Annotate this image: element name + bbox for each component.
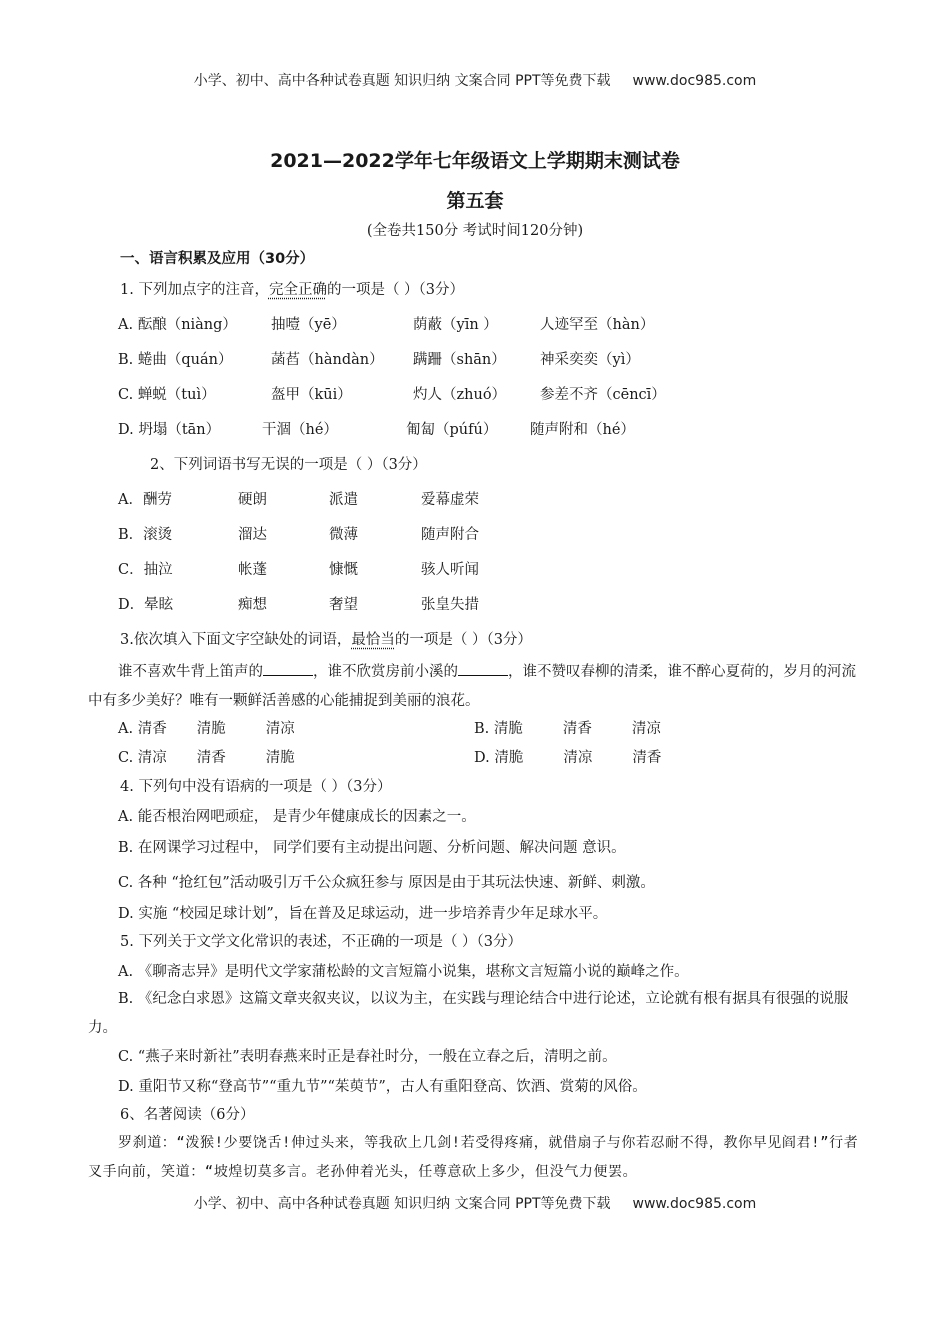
section-heading: 一、语言积累及应用（30分） [120,251,315,267]
q2-option-d-3: 奢望 [329,597,358,613]
question-1-stem: 1. 下列加点字的注音，完全正确的一项是（ ）（3分） [120,282,465,298]
header-site-link[interactable]: www.doc985.com [632,73,757,89]
question-3-stem: 3.依次填入下面文字空缺处的词语，最恰当的一项是（ ）（3分） [120,632,532,648]
q2-option-b-3: 微薄 [329,527,358,543]
q4-option-a: A. 能否根治网吧顽症， 是青少年健康成长的因素之一。 [118,809,476,825]
q3-option-b: B. 清脆 清香 清凉 [474,721,661,737]
q3-option-d: D. 清脆 清凉 清香 [474,750,662,766]
q1-option-b-4: 神采奕奕（yì） [540,352,640,368]
q2-option-c-4: 骇人听闻 [421,562,479,578]
q2-option-d-4: 张皇失措 [421,597,479,613]
q1-option-d-1: D. 坍塌（tān） [118,422,221,438]
q2-option-b-1: B．滚烫 [118,527,173,543]
q2-option-a-2: 硬朗 [238,492,267,508]
q5-option-c: C. “燕子来时新社”表明春燕来时正是春社时分，一般在立春之后，清明之前。 [118,1049,617,1065]
q1-option-c-4: 参差不齐（cēncī） [540,387,666,403]
exam-note: (全卷共150分 考试时间120分钟) [366,223,584,239]
q1-option-a-2: 抽噎（yē） [271,317,346,333]
emphasis-text: 完全正确 [268,282,327,298]
q4-option-d: D. 实施 “校园足球计划”，旨在普及足球运动，进一步培养青少年足球水平。 [118,906,608,922]
page-footer [0,1193,950,1213]
q2-option-d-2: 痴想 [238,597,267,613]
q3-option-a: A. 清香 清脆 清凉 [118,721,295,737]
q1-option-d-4: 随声附和（hé） [530,422,635,438]
q5-option-b: B. 《纪念白求恩》这篇文章夹叙夹议，以议为主，在实践与理论结合中进行论述，立论就有根有据具有很强的说服力。 [88,991,849,1036]
question-6-stem: 6、名著阅读（6分） [120,1107,255,1123]
page-header [0,70,950,90]
q2-option-d-1: D．晕眩 [118,597,174,613]
q2-option-c-3: 慷慨 [329,562,358,578]
question-3-passage: 谁不喜欢牛背上笛声的 ，谁不欣赏房前小溪的 ，谁不赞叹春柳的清柔，谁不醉心夏荷的，岁月的河流中有多少美好？唯有一颗鲜活善感的心能捕捉到美丽的浪花。 [88,658,864,716]
q1-option-a-3: 荫蔽（yīn ） [413,317,498,333]
fill-blank[interactable] [263,661,313,676]
fill-blank[interactable] [458,661,508,676]
q2-option-a-4: 爱幕虚荣 [421,492,479,508]
q2-option-a-3: 派遣 [329,492,358,508]
q1-option-d-2: 干涸（hé） [262,422,338,438]
q1-option-d-3: 匍匐（púfú） [406,422,498,438]
q1-option-b-3: 蹒跚（shān） [413,352,506,368]
emphasis-text: 最恰当 [351,632,395,648]
exam-title: 2021—2022学年七年级语文上学期期末测试卷 [270,150,680,172]
q4-option-c: C. 各种 “抢红包”活动吸引万千公众疯狂参与 原因是由于其玩法快速、新鲜、刺激。 [118,875,655,891]
question-5-stem: 5. 下列关于文学文化常识的表述，不正确的一项是（ ）（3分） [120,934,523,950]
footer-text: 小学、初中、高中各种试卷真题 知识归纳 文案合同 PPT等免费下载 [193,1196,611,1212]
header-text: 小学、初中、高中各种试卷真题 知识归纳 文案合同 PPT等免费下载 [193,73,611,89]
q1-option-b-2: 菡萏（hàndàn） [271,352,384,368]
q1-option-a-4: 人迹罕至（hàn） [540,317,655,333]
q2-option-a-1: A．酬劳 [118,492,172,508]
q5-option-d: D. 重阳节又称“登高节”“重九节”“茱萸节”，古人有重阳登高、饮酒、赏菊的风俗。 [118,1079,647,1095]
question-2-stem: 2、下列词语书写无误的一项是（ ）（3分） [150,457,427,473]
q4-option-b: B. 在网课学习过程中， 同学们要有主动提出问题、分析问题、解决问题 意识。 [118,840,626,856]
q2-option-c-2: 帐蓬 [238,562,267,578]
exam-subtitle: 第五套 [446,190,504,212]
q3-option-c: C. 清凉 清香 清脆 [118,750,295,766]
footer-site-link[interactable]: www.doc985.com [632,1196,757,1212]
q1-option-c-3: 灼人（zhuó） [413,387,507,403]
q1-option-b-1: B. 蜷曲（quán） [118,352,233,368]
question-6-passage: 罗刹道：“泼猴!少要饶舌!伸过头来，等我砍上几剑!若受得疼痛，就借扇子与你若忍耐不得，教你早见阎君!”行者叉手向前，笑道：“坡煌切莫多言。老孙伸着光头，任尊意砍上多少，但没气力便罢。 [88,1135,859,1180]
q1-option-a-1: A. 酝酿（niàng） [118,317,237,333]
q2-option-b-4: 随声附合 [421,527,479,543]
q2-option-b-2: 溜达 [238,527,267,543]
q5-option-a: A. 《聊斋志异》是明代文学家蒲松龄的文言短篇小说集，堪称文言短篇小说的巅峰之作。 [118,964,689,980]
q2-option-c-1: C．抽泣 [118,562,173,578]
q1-option-c-1: C. 蝉蜕（tuì） [118,387,216,403]
question-4-stem: 4. 下列句中没有语病的一项是（ ）（3分） [120,779,392,795]
q1-option-c-2: 盔甲（kūi） [271,387,352,403]
